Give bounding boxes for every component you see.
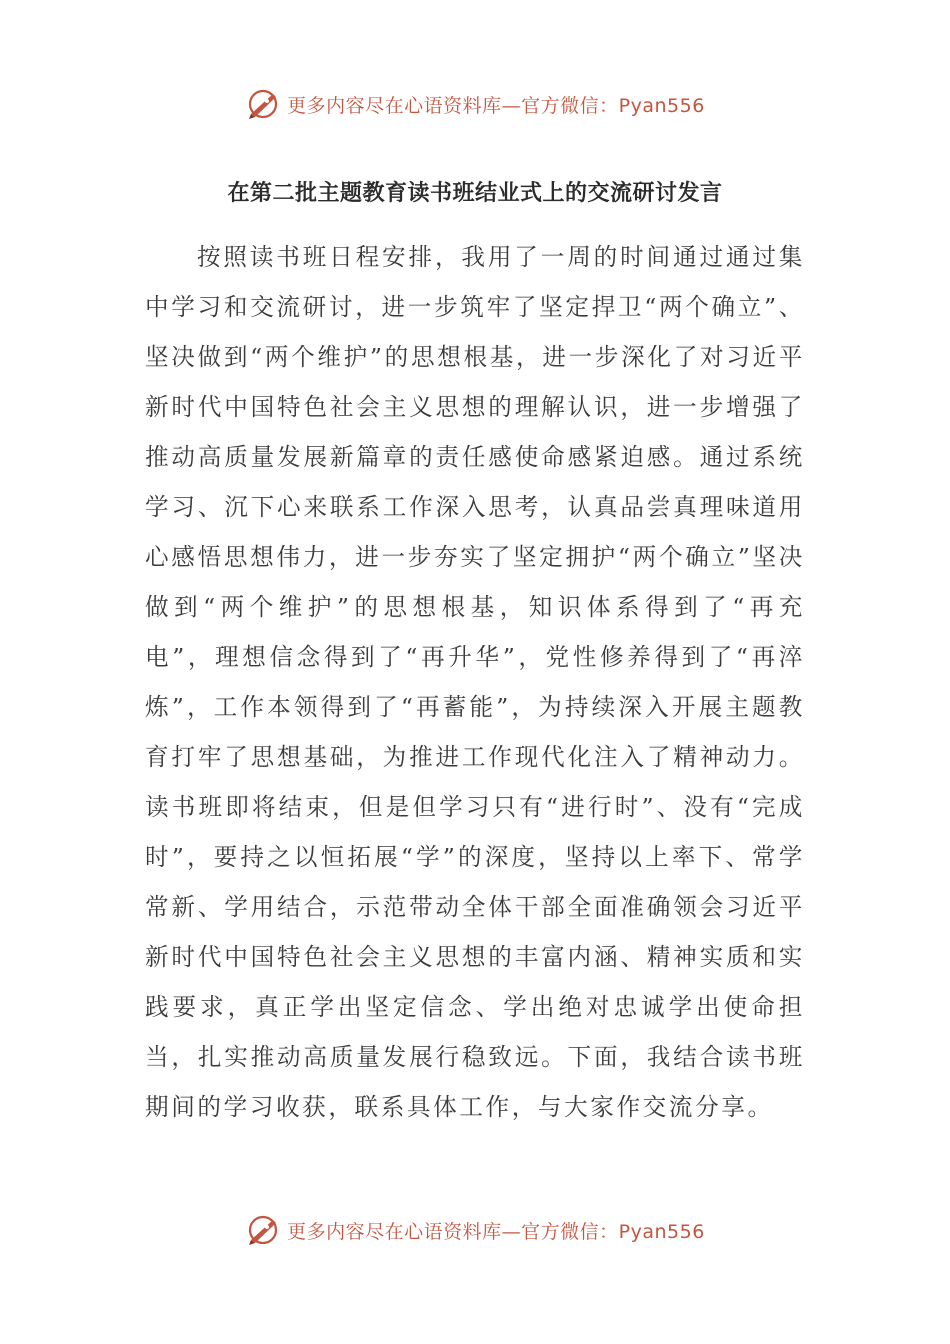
wechat-id: Pyan556	[618, 1220, 705, 1243]
document-title: 在第二批主题教育读书班结业式上的交流研讨发言	[227, 180, 723, 206]
wechat-id: Pyan556	[618, 94, 705, 117]
watermark-banner-top	[0, 84, 950, 124]
watermark-banner-bottom	[0, 1210, 950, 1250]
body-paragraph: 按照读书班日程安排，我用了一周的时间通过通过集中学习和交流研讨，进一步筑牢了坚定捍卫“两个确立”、坚决做到“两个维护”的思想根基，进一步深化了对习近平新时代中国特色社会主义思想的理解认识，进一步增强了推动高质量发展新篇章的责任感使命感紧迫感。通过系统学习、沉下心来联系工作深入思考，认真品尝真理味道用心感悟思想伟力，进一步夯实了坚定拥护“两个确立”坚决做到“两个维护”的思想根基，知识体系得到了“再充电”，理想信念得到了“再升华”，党性修养得到了“再淬炼”，工作本领得到了“再蓄能”，为持续深入开展主题教育打牢了思想基础，为推进工作现代化注入了精神动力。读书班即将结束，但是但学习只有“进行时”、没有“完成时”，要持之以恒拓展“学”的深度，坚持以上率下、常学常新、学用结合，示范带动全体干部全面准确领会习近平新时代中国特色社会主义思想的丰富内涵、精神实质和实践要求，真正学出坚定信念、学出绝对忠诚学出使命担当，扎实推动高质量发展行稳致远。下面，我结合读书班期间的学习收获，联系具体工作，与大家作交流分享。	[145, 243, 805, 1121]
watermark-text: 更多内容尽在心语资料库—官方微信：Pyan556	[287, 94, 705, 117]
pen-logo-icon	[245, 1212, 281, 1248]
pen-logo-icon	[245, 86, 281, 122]
watermark-text: 更多内容尽在心语资料库—官方微信：Pyan556	[287, 1220, 705, 1243]
